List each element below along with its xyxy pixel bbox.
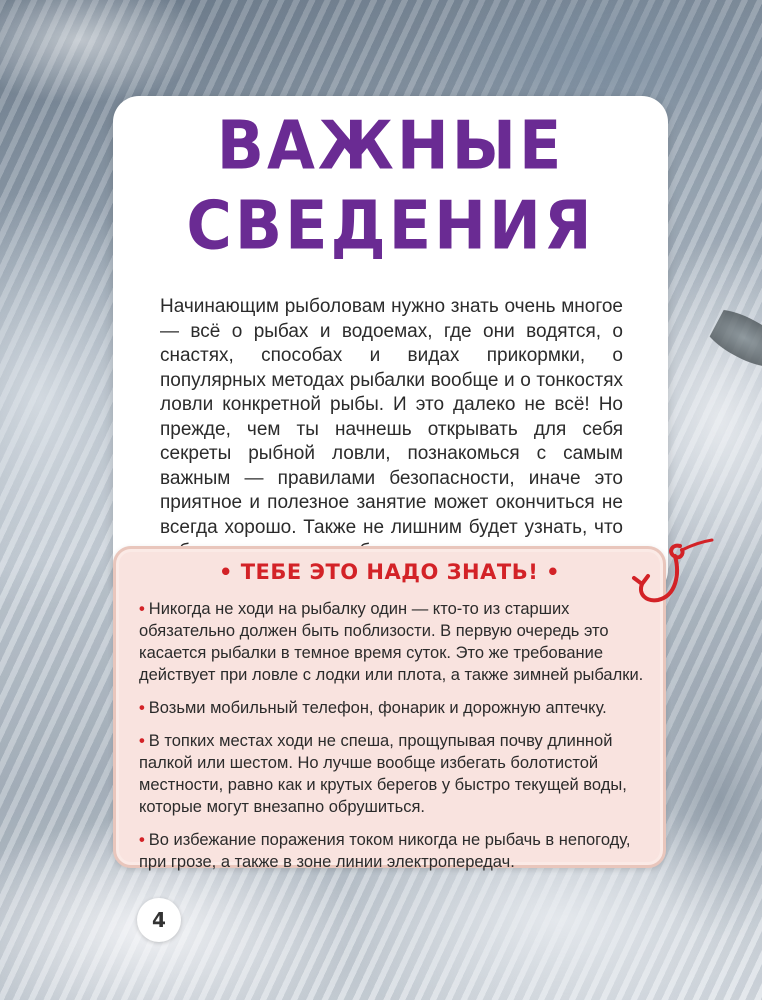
- safety-tip: [139, 697, 649, 719]
- fishing-hook-icon: [628, 534, 718, 614]
- safety-tips-list: [139, 598, 649, 884]
- safety-tip-text: Во избежание поражения током никогда не рыбачь в непогоду, при грозе, а также в зоне линии электропередач.: [139, 831, 631, 871]
- safety-tip-text: Никогда не ходи на рыбалку один — кто-то из старших обязательно должен быть поблизости. В первую очередь это касается рыбалки в темное время суток. Это же требование действует при ловле с лодки или плота, а также зимней рыбалки.: [139, 600, 644, 684]
- page-title-line-2: СВЕДЕНИЯ: [186, 186, 595, 265]
- bullet-icon: •: [139, 831, 145, 849]
- safety-tip: [139, 730, 649, 818]
- bullet-icon: •: [139, 732, 145, 750]
- background-salmon: [707, 306, 762, 379]
- bullet-icon: •: [139, 600, 145, 618]
- bullet-icon: •: [139, 699, 145, 717]
- page-title: [113, 106, 668, 266]
- page-number: 4: [137, 898, 181, 942]
- info-box-title: • ТЕБЕ ЭТО НАДО ЗНАТЬ! •: [218, 560, 561, 584]
- safety-tip-text: В топких местах ходи не спеша, прощупывая почву длинной палкой или шестом. Но лучше вообще избегать болотистой местности, равно как и крутых берегов у быстро текущей воды, которые могут внезапно обрушиться.: [139, 732, 627, 816]
- safety-tip-text: Возьми мобильный телефон, фонарик и дорожную аптечку.: [148, 699, 607, 717]
- page-title-line-1: ВАЖНЫЕ: [216, 106, 565, 185]
- intro-paragraph: Начинающим рыболовам нужно знать очень многое — всё о рыбах и водоемах, где они водятся, о снастях, способах и видах прикормки, о популярных методах рыбалки вообще и о тонкостях ловли конкретной рыбы. И это далеко не всё! Но прежде, чем ты начнешь открывать для себя секреты рыбной ловли, познакомься с самым важным — правилами безопасности, иначе это приятное и полезное занятие может окончиться не всегда хорошо. Также не лишним будет узнать, что: [160, 296, 623, 538]
- safety-tip: [139, 598, 649, 686]
- safety-tip: [139, 829, 649, 873]
